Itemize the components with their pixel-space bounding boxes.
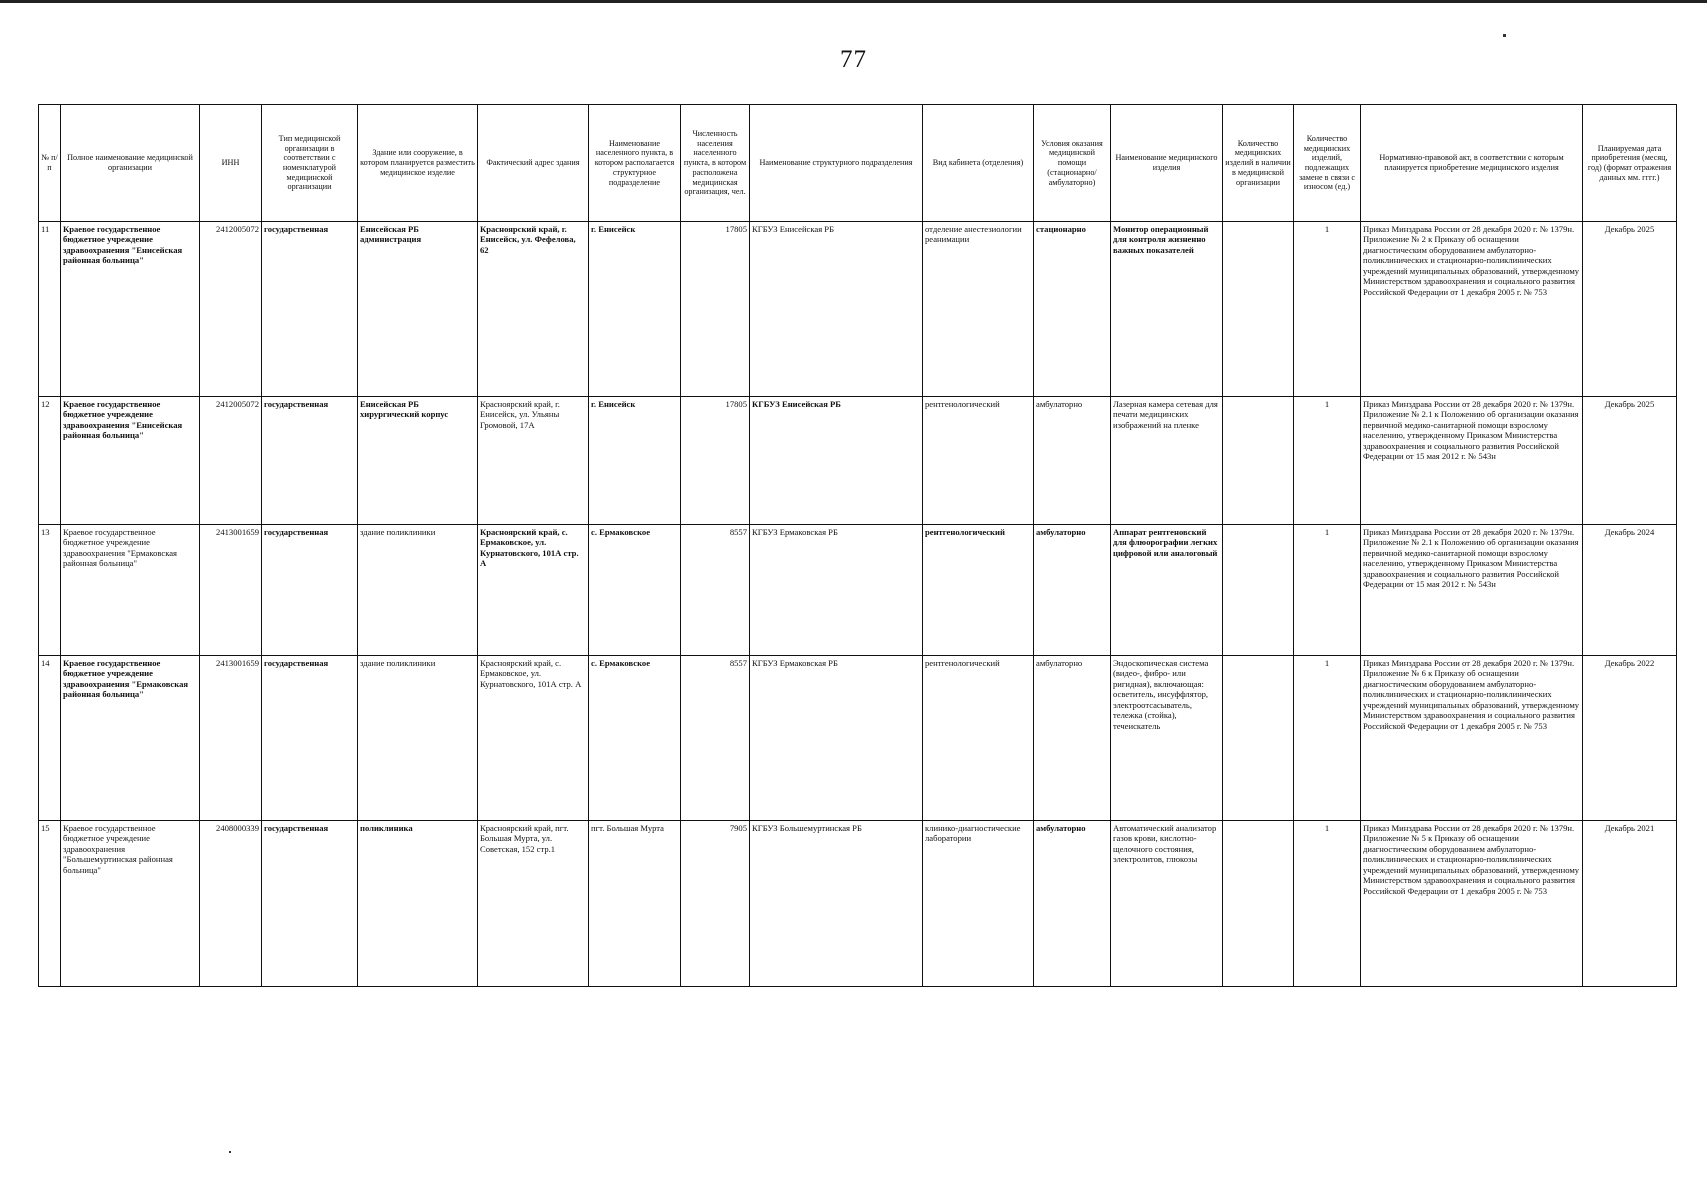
page-number: 77 [840, 46, 867, 73]
org-type: государственная [262, 656, 358, 821]
header-cell: ИНН [200, 105, 262, 222]
row-number: 12 [39, 397, 61, 525]
population: 17805 [681, 222, 750, 397]
header-cell: Тип медицинской организации в соответствии с номенклатурой медицинской организации [262, 105, 358, 222]
inn: 2408000339 [200, 821, 262, 987]
table-row [39, 525, 1677, 656]
header-cell: Здание или сооружение, в котором планируется разместить медицинское изделие [358, 105, 478, 222]
population: 17805 [681, 397, 750, 525]
org-type: государственная [262, 222, 358, 397]
planned-date: Декабрь 2024 [1583, 525, 1677, 656]
address: Красноярский край, г. Енисейск, ул. Ульяны Громовой, 17А [478, 397, 589, 525]
legal-act: Приказ Минздрава России от 28 декабря 2020 г. № 1379н. Приложение № 2.1 к Положению об организации оказания первичной медико-санитарной помощи взрослому населению, утвержденному Приказом Министерства здравоохранения и социального развития Российской Федерации от 15 мая 2012 г. № 543н [1361, 525, 1583, 656]
header-cell: Полное наименование медицинской организации [61, 105, 200, 222]
org-type: государственная [262, 525, 358, 656]
legal-act: Приказ Минздрава России от 28 декабря 2020 г. № 1379н. Приложение № 5 к Приказу об оснащении диагностическим оборудованием амбулаторно-поликлинических и стационарно-поликлинических учреждений муниципальных образований, утвержденному Министерством здравоохранения и социального развития Российской Федерации от 1 декабря 2005 г. № 753 [1361, 821, 1583, 987]
table-row [39, 656, 1677, 821]
locality: с. Ермаковское [589, 656, 681, 821]
org-name: Краевое государственное бюджетное учреждение здравоохранения "Ермаковская районная больница" [61, 525, 200, 656]
device-name: Лазерная камера сетевая для печати медицинских изображений на пленке [1111, 397, 1223, 525]
legal-act: Приказ Минздрава России от 28 декабря 2020 г. № 1379н. Приложение № 2 к Приказу об оснащении диагностическим оборудованием амбулаторно-поликлинических и стационарно-поликлинических учреждений муниципальных образований, утвержденному Министерством здравоохранения и социального развития Российской Федерации от 1 декабря 2005 г. № 753 [1361, 222, 1583, 397]
planned-date: Декабрь 2021 [1583, 821, 1677, 987]
building: Енисейская РБ администрация [358, 222, 478, 397]
address: Красноярский край, с. Ермаковское, ул. Курнатовского, 101А стр. А [478, 525, 589, 656]
unit: КГБУЗ Енисейская РБ [750, 397, 923, 525]
building: поликлиника [358, 821, 478, 987]
org-name: Краевое государственное бюджетное учреждение здравоохранения "Енисейская районная больница" [61, 397, 200, 525]
room-type: рентгенологический [923, 656, 1034, 821]
header-cell: Наименование структурного подразделения [750, 105, 923, 222]
header-cell: Вид кабинета (отделения) [923, 105, 1034, 222]
scan-dot [1503, 34, 1506, 37]
population: 8557 [681, 656, 750, 821]
device-name: Аппарат рентгеновский для флюорографии легких цифровой или аналоговый [1111, 525, 1223, 656]
table-row [39, 397, 1677, 525]
population: 8557 [681, 525, 750, 656]
header-cell: Нормативно-правовой акт, в соответствии с которым планируется приобретение медицинского изделия [1361, 105, 1583, 222]
table-row [39, 821, 1677, 987]
locality: пгт. Большая Мурта [589, 821, 681, 987]
row-number: 13 [39, 525, 61, 656]
available-count [1223, 222, 1294, 397]
available-count [1223, 397, 1294, 525]
room-type: рентгенологический [923, 397, 1034, 525]
header-cell: Численность населения населенного пункта, в котором расположена медицинская организация, чел. [681, 105, 750, 222]
unit: КГБУЗ Ермаковская РБ [750, 525, 923, 656]
inn: 2413001659 [200, 525, 262, 656]
table-row [39, 222, 1677, 397]
planned-date: Декабрь 2025 [1583, 222, 1677, 397]
device-name: Эндоскопическая система (видео-, фибро- или ригидная), включающая: осветитель, инсуффлятор, электроотсасыватель, тележка (стойка), течеискатель [1111, 656, 1223, 821]
population: 7905 [681, 821, 750, 987]
replace-count: 1 [1294, 397, 1361, 525]
room-type: клинико-диагностические лаборатории [923, 821, 1034, 987]
room-type: рентгенологический [923, 525, 1034, 656]
building: Енисейская РБ хирургический корпус [358, 397, 478, 525]
org-name: Краевое государственное бюджетное учреждение здравоохранения "Енисейская районная больница" [61, 222, 200, 397]
available-count [1223, 656, 1294, 821]
care-conditions: амбулаторно [1034, 821, 1111, 987]
header-cell: Фактический адрес здания [478, 105, 589, 222]
header-cell: № п/п [39, 105, 61, 222]
header-cell: Условия оказания медицинской помощи (стационарно/ амбулаторно) [1034, 105, 1111, 222]
header-cell: Количество медицинских изделий, подлежащих замене в связи с износом (ед.) [1294, 105, 1361, 222]
header-cell: Наименование населенного пункта, в котором располагается структурное подразделение [589, 105, 681, 222]
row-number: 14 [39, 656, 61, 821]
room-type: отделение анестезиологии реанимации [923, 222, 1034, 397]
locality: с. Ермаковское [589, 525, 681, 656]
row-number: 11 [39, 222, 61, 397]
address: Красноярский край, г. Енисейск, ул. Фефелова, 62 [478, 222, 589, 397]
address: Красноярский край, пгт. Большая Мурта, ул. Советская, 152 стр.1 [478, 821, 589, 987]
building: здание поликлиники [358, 656, 478, 821]
unit: КГБУЗ Большемуртинская РБ [750, 821, 923, 987]
scan-dot [229, 1151, 231, 1153]
replace-count: 1 [1294, 656, 1361, 821]
available-count [1223, 821, 1294, 987]
care-conditions: амбулаторно [1034, 656, 1111, 821]
planned-date: Декабрь 2025 [1583, 397, 1677, 525]
device-name: Автоматический анализатор газов крови, кислотно-щелочного состояния, электролитов, глюкозы [1111, 821, 1223, 987]
unit: КГБУЗ Ермаковская РБ [750, 656, 923, 821]
inn: 2413001659 [200, 656, 262, 821]
care-conditions: стационарно [1034, 222, 1111, 397]
org-type: государственная [262, 397, 358, 525]
header-row [39, 105, 1677, 222]
inn: 2412005072 [200, 397, 262, 525]
unit: КГБУЗ Енисейская РБ [750, 222, 923, 397]
header-cell: Наименование медицинского изделия [1111, 105, 1223, 222]
legal-act: Приказ Минздрава России от 28 декабря 2020 г. № 1379н. Приложение № 6 к Приказу об оснащении диагностическим оборудованием амбулаторно-поликлинических и стационарно-поликлинических учреждений муниципальных образований, утвержденному Министерством здравоохранения и социального развития Российской Федерации от 1 декабря 2005 г. № 753 [1361, 656, 1583, 821]
inn: 2412005072 [200, 222, 262, 397]
org-name: Краевое государственное бюджетное учреждение здравоохранения "Большемуртинская районная больница" [61, 821, 200, 987]
header-cell: Планируемая дата приобретения (месяц, год) (формат отражения данных мм. гггг.) [1583, 105, 1677, 222]
locality: г. Енисейск [589, 222, 681, 397]
org-name: Краевое государственное бюджетное учреждение здравоохранения "Ермаковская районная больница" [61, 656, 200, 821]
header-cell: Количество медицинских изделий в наличии в медицинской организации [1223, 105, 1294, 222]
care-conditions: амбулаторно [1034, 525, 1111, 656]
care-conditions: амбулаторно [1034, 397, 1111, 525]
replace-count: 1 [1294, 222, 1361, 397]
top-border-line [0, 0, 1707, 3]
replace-count: 1 [1294, 821, 1361, 987]
row-number: 15 [39, 821, 61, 987]
equipment-table [38, 104, 1677, 987]
legal-act: Приказ Минздрава России от 28 декабря 2020 г. № 1379н. Приложение № 2.1 к Положению об организации оказания первичной медико-санитарной помощи взрослому населению, утвержденному Приказом Министерства здравоохранения и социального развития Российской Федерации от 15 мая 2012 г. № 543н [1361, 397, 1583, 525]
address: Красноярский край, с. Ермаковское, ул. Курнатовского, 101А стр. А [478, 656, 589, 821]
building: здание поликлиники [358, 525, 478, 656]
planned-date: Декабрь 2022 [1583, 656, 1677, 821]
available-count [1223, 525, 1294, 656]
org-type: государственная [262, 821, 358, 987]
device-name: Монитор операционный для контроля жизненно важных показателей [1111, 222, 1223, 397]
locality: г. Енисейск [589, 397, 681, 525]
replace-count: 1 [1294, 525, 1361, 656]
